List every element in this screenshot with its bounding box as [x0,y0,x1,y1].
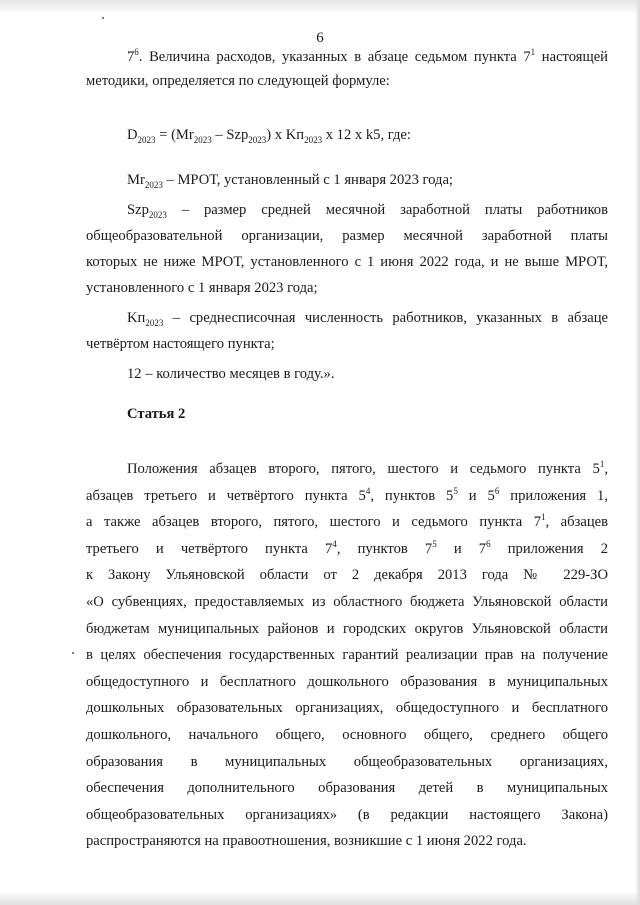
paragraph-line: $7^6$. Величина расходов, указанных в абзаце седьмом пункта $7^1$ настоящей [127,47,608,65]
formula-definitions [86,167,608,387]
formula: $D_{2023} = (Mr_{2023} - Szp_{2023})$ x $Kп_{2023}$ x 12 x k5, где: [127,127,411,145]
scan-shadow-right [635,0,640,905]
scan-shadow-bottom [0,891,640,905]
paragraph-line: в целях обеспечения государственных гарантий реализации прав на получение [86,647,608,664]
paragraph-line: образования в муниципальных общеобразовательных организациях, [86,753,608,770]
paragraph-line: к Закону Ульяновской области от 2 декабря 2013 года № 229-ЗО [86,567,608,584]
paragraph-line: дошкольного, начального общего, основного общего, среднего общего [86,726,608,743]
paragraph-line: абзацев третьего и четвёртого пункта $5^4$, пунктов $5^5$ и $5^6$ приложения 1, [86,485,608,504]
paragraph-line: установленного с 1 января 2023 года; [86,280,318,296]
definition-kp: $Kп_{2023}$ – среднесписочная численность работников, указанных в абзаце [127,310,608,328]
article-2-body [86,456,608,855]
paragraph-line: общеобразовательной организации, размер месячной заработной платы [86,228,608,244]
paragraph-line: общедоступного и бесплатного дошкольного образования в муниципальных [86,673,608,690]
paragraph-line: методики, определяется по следующей формуле: [86,73,390,89]
definition-months: 12 – количество месяцев в году.». [127,366,335,382]
scan-speck [72,652,74,654]
paragraph-line: бюджетам муниципальных районов и городских округов Ульяновской области [86,620,608,637]
paragraph-line: общеобразовательных организациях» (в редакции настоящего Закона) [86,806,608,823]
paragraph-line: Положения абзацев второго, пятого, шестого и седьмого пункта $5^1$, [127,459,608,477]
paragraph-line: которых не ниже МРОТ, установленного с 1 июня 2022 года, и не выше МРОТ, [86,254,608,270]
paragraph-line: распространяются на правоотношения, возникшие с 1 июня 2022 года. [86,833,527,850]
article-heading: Статья 2 [127,406,186,422]
paragraph-line: четвёртом настоящего пункта; [86,336,275,352]
definition-mr: $Mr_{2023}$ – МРОТ, установленный с 1 января 2023 года; [127,172,453,190]
definition-szp: Szp$_{2023}$ – размер средней месячной заработной платы работников [127,202,608,220]
paragraph-line: «О субвенциях, предоставляемых из областного бюджета Ульяновской области [86,593,608,610]
scan-shadow-top [0,0,640,14]
paragraph-line: а также абзацев второго, пятого, шестого и седьмого пункта $7^1$, абзацев [86,512,608,531]
scan-speck [102,17,104,19]
paragraph-line: дошкольных образовательных организациях, общедоступного и бесплатного [86,700,608,717]
page-number: 6 [316,30,324,46]
paragraph-line: третьего и четвёртого пункта $7^4$, пунктов $7^5$ и $7^6$ приложения 2 [86,538,608,557]
section-7-6 [86,45,608,93]
paragraph-line: обеспечения дополнительного образования детей в муниципальных [86,780,608,797]
